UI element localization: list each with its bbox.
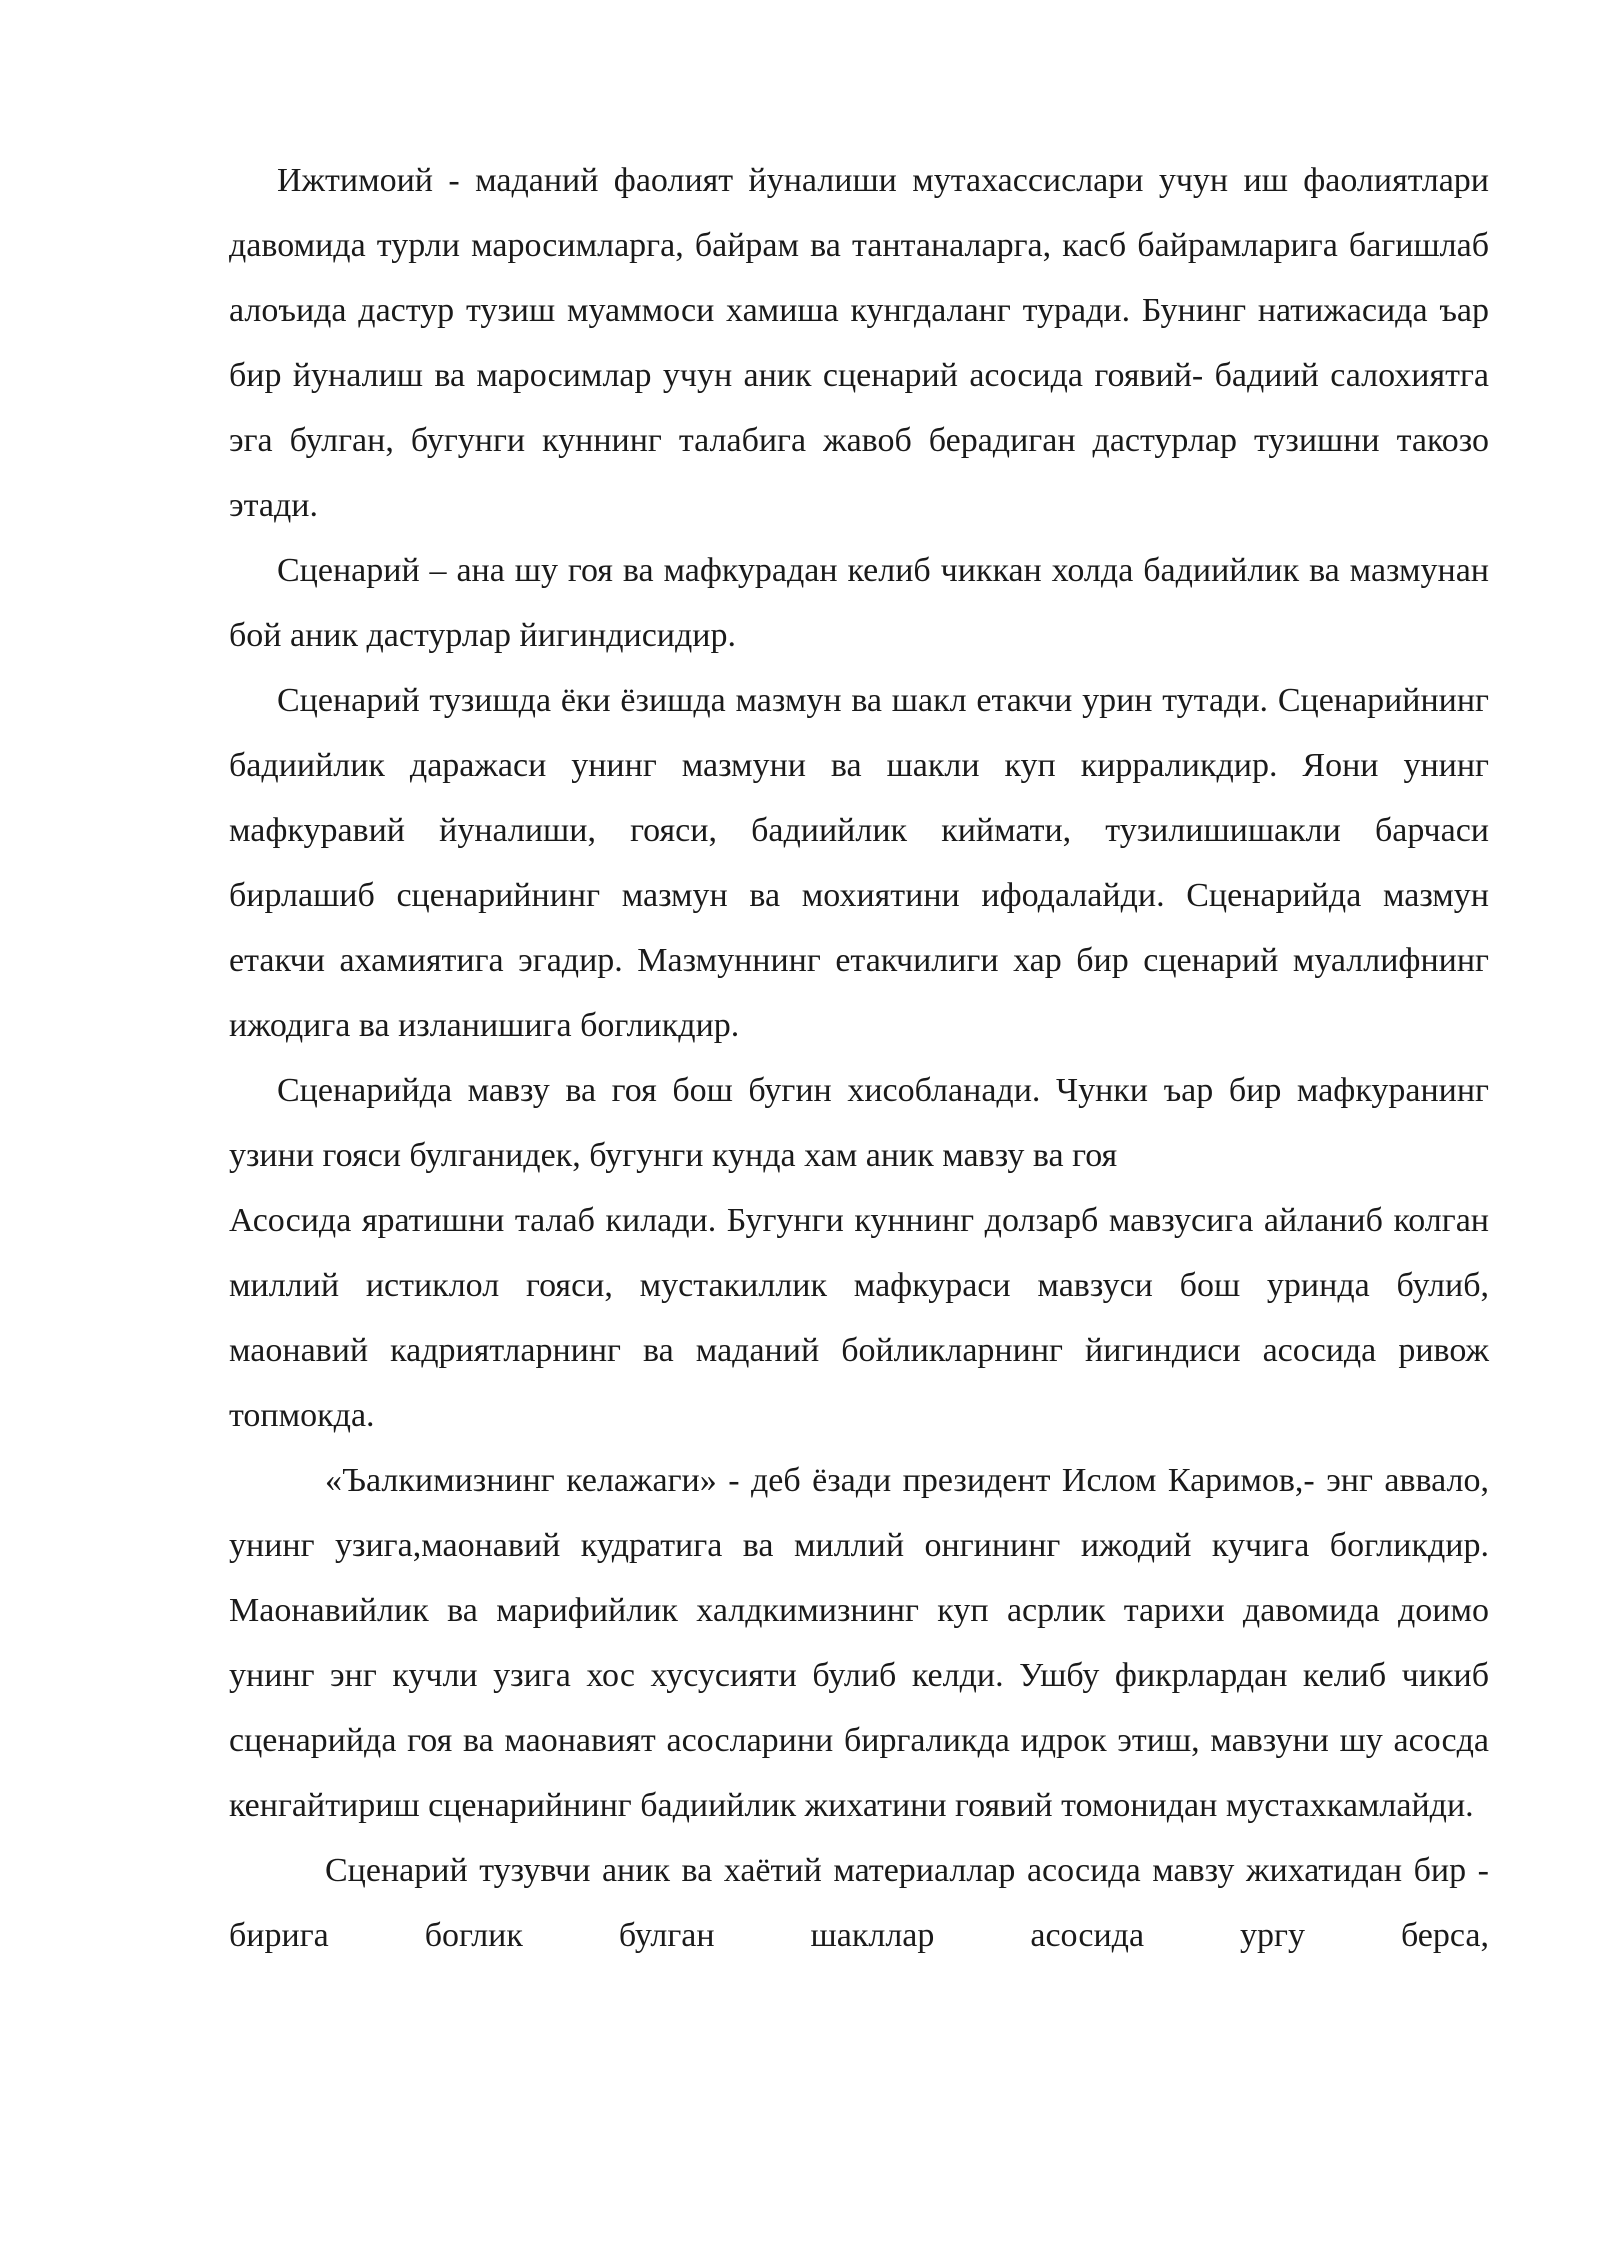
paragraph-7: Сценарий тузувчи аник ва хаётий материаллар асосида мавзу жихатидан бир - бирига боглик булган шакллар асосида ургу берса, xyxy=(229,1852,1489,1954)
paragraph-1: Ижтимоий - маданий фаолият йуналиши мутахассислари учун иш фаолиятлари давомида турли маросимларга, байрам ва тантаналарга, касб байрамларига багишлаб алоъида дастур тузиш муаммоси хамиша кунгдаланг туради. Бунинг натижасида ъар бир йуналиш ва маросимлар учун аник сценарий асосида гоявий- бадиий салохиятга эга булган, бугунги куннинг талабига жавоб берадиган дастурлар тузишни такозо этади. xyxy=(229,162,1489,524)
paragraph-3: Сценарий тузишда ёки ёзишда мазмун ва шакл етакчи урин тутади. Сценарийнинг бадиийлик даражаси унинг мазмуни ва шакли куп кирраликдир. Яони унинг мафкуравий йуналиши, гояси, бадиийлик киймати, тузилишишакли барчаси бирлашиб сценарийнинг мазмун ва мохиятини ифодалайди. Сценарийда мазмун етакчи ахамиятига эгадир. Мазмуннинг етакчилиги хар бир сценарий муаллифнинг ижодига ва изланишига богликдир. xyxy=(229,682,1489,1044)
paragraph-2: Сценарий – ана шу гоя ва мафкурадан келиб чиккан холда бадиийлик ва мазмунан бой аник дастурлар йигиндисидир. xyxy=(229,552,1489,654)
document-body xyxy=(229,148,1489,1968)
paragraph-6: «Ъалкимизнинг келажаги» - деб ёзади президент Ислом Каримов,- энг аввало, унинг узига,маонавий кудратига ва миллий онгининг ижодий кучига богликдир. Маонавийлик ва марифийлик халдкимизнинг куп асрлик тарихи давомида доимо унинг энг кучли узига хос хусусияти булиб келди. Ушбу фикрлардан келиб чикиб сценарийда гоя ва маонавият асосларини биргаликда идрок этиш, мавзуни шу асосда кенгайтириш сценарийнинг бадиийлик жихатини гоявий томонидан мустахкамлайди. xyxy=(229,1462,1489,1824)
paragraph-5: Асосида яратишни талаб килади. Бугунги куннинг долзарб мавзусига айланиб колган миллий истиклол гояси, мустакиллик мафкураси мавзуси бош уринда булиб, маонавий кадриятларнинг ва маданий бойликларнинг йигиндиси асосида ривож топмокда. xyxy=(229,1202,1489,1434)
paragraph-4: Сценарийда мавзу ва гоя бош бугин хисобланади. Чунки ъар бир мафкуранинг узини гояси булганидек, бугунги кунда хам аник мавзу ва гоя xyxy=(229,1072,1489,1174)
